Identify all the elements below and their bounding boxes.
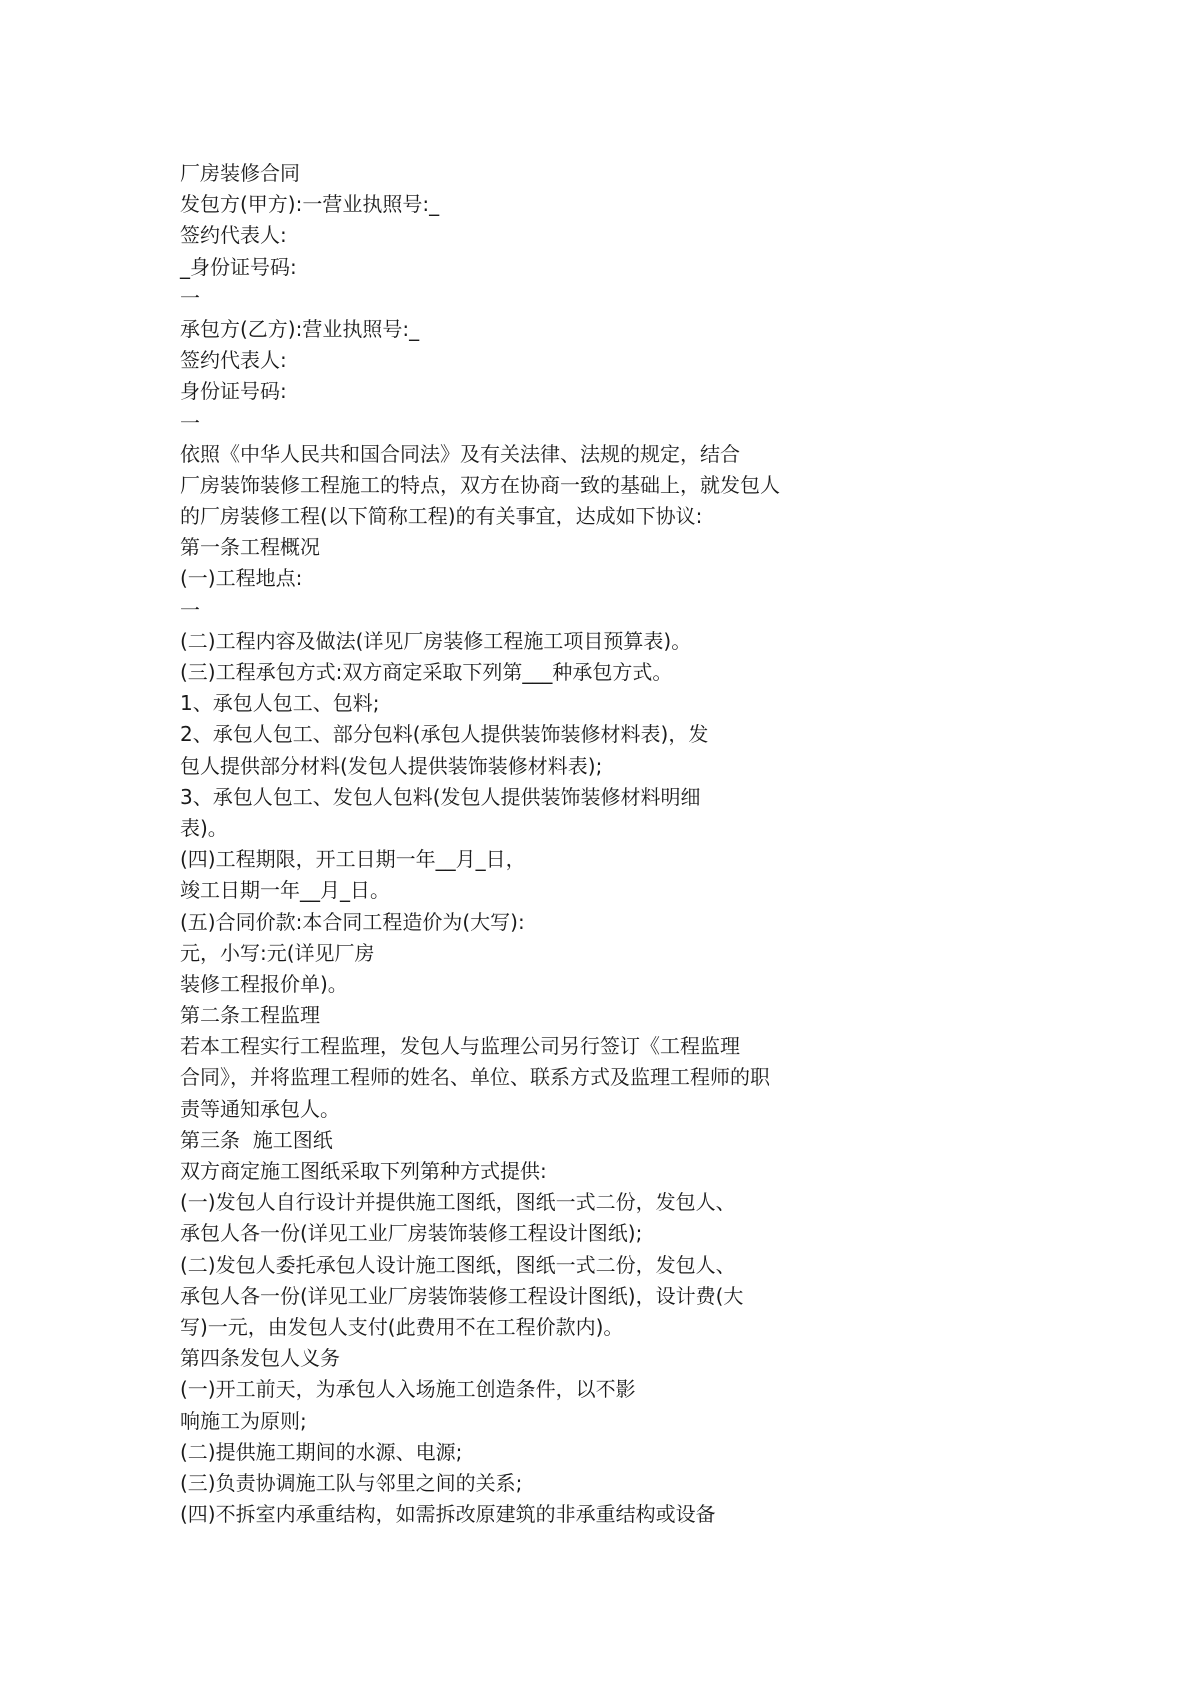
text-line: 双方商定施工图纸采取下列第种方式提供: [180,1159,547,1183]
text-line: (五)合同价款:本合同工程造价为(大写): [180,909,525,934]
text-line: _身份证号码: [180,254,297,279]
text-line: 包人提供部分材料(发包人提供装饰装修材料表); [180,753,603,778]
text-line: (二)提供施工期间的水源、电源; [180,1439,463,1464]
text-line: 表)。 [180,815,228,840]
text-line: (二)发包人委托承包人设计施工图纸，图纸一式二份，发包人、 [180,1252,736,1277]
text-line: (二)工程内容及做法(详见厂房装修工程施工项目预算表)。 [180,628,692,653]
text-line: 写)一元，由发包人支付(此费用不在工程价款内)。 [180,1314,624,1339]
text-line: 承包方(乙方):营业执照号:_ [180,316,420,341]
text-line: 身份证号码: [180,379,287,404]
document-body [180,158,1020,1530]
text-line: 合同》，并将监理工程师的姓名、单位、联系方式及监理工程师的职 [180,1065,770,1090]
text-line: 1、承包人包工、包料; [180,691,380,716]
text-line: (一)发包人自行设计并提供施工图纸，图纸一式二份，发包人、 [180,1190,736,1215]
text-line: 第四条发包人义务 [180,1346,340,1371]
text-line: 响施工为原则; [180,1408,307,1433]
text-line: 第一条工程概况 [180,535,320,560]
text-line: (三)负责协调施工队与邻里之间的关系; [180,1470,523,1495]
text-line: 一 [180,410,200,435]
text-line: 责等通知承包人。 [180,1096,340,1121]
text-line: 一 [180,285,200,310]
text-line: 3、承包人包工、发包人包料(发包人提供装饰装修材料明细 [180,784,701,809]
text-line: 竣工日期一年__月_日。 [180,878,390,903]
text-line: 第三条 施工图纸 [180,1127,333,1152]
text-line: (一)开工前天，为承包人入场施工创造条件，以不影 [180,1377,636,1402]
text-line: 签约代表人: [180,348,287,373]
text-line: 装修工程报价单)。 [180,971,348,996]
text-line: (四)不拆室内承重结构，如需拆改原建筑的非承重结构或设备 [180,1502,716,1527]
text-line: 厂房装修合同 [180,161,300,185]
text-line: (四)工程期限，开工日期一年__月_日， [180,847,526,872]
text-line: 第二条工程监理 [180,1003,320,1028]
text-line: 若本工程实行工程监理，发包人与监理公司另行签订《工程监理 [180,1034,740,1059]
text-line: 发包方(甲方):一营业执照号:_ [180,192,440,217]
text-line: 承包人各一份(详见工业厂房装饰装修工程设计图纸); [180,1221,643,1246]
text-line: (三)工程承包方式:双方商定采取下列第___种承包方式。 [180,660,673,684]
text-line: 元，小写:元(详见厂房 [180,940,375,965]
text-line: (一)工程地点: [180,566,303,591]
text-line: 2、承包人包工、部分包料(承包人提供装饰装修材料表)，发 [180,722,709,747]
text-line: 一 [180,597,200,622]
text-line: 签约代表人: [180,223,287,248]
text-line: 承包人各一份(详见工业厂房装饰装修工程设计图纸)，设计费(大 [180,1283,744,1308]
text-line: 的厂房装修工程(以下简称工程)的有关事宜，达成如下协议: [180,504,703,529]
text-line: 厂房装饰装修工程施工的特点，双方在协商一致的基础上，就发包人 [180,472,780,497]
text-line: 依照《中华人民共和国合同法》及有关法律、法规的规定，结合 [180,441,740,466]
